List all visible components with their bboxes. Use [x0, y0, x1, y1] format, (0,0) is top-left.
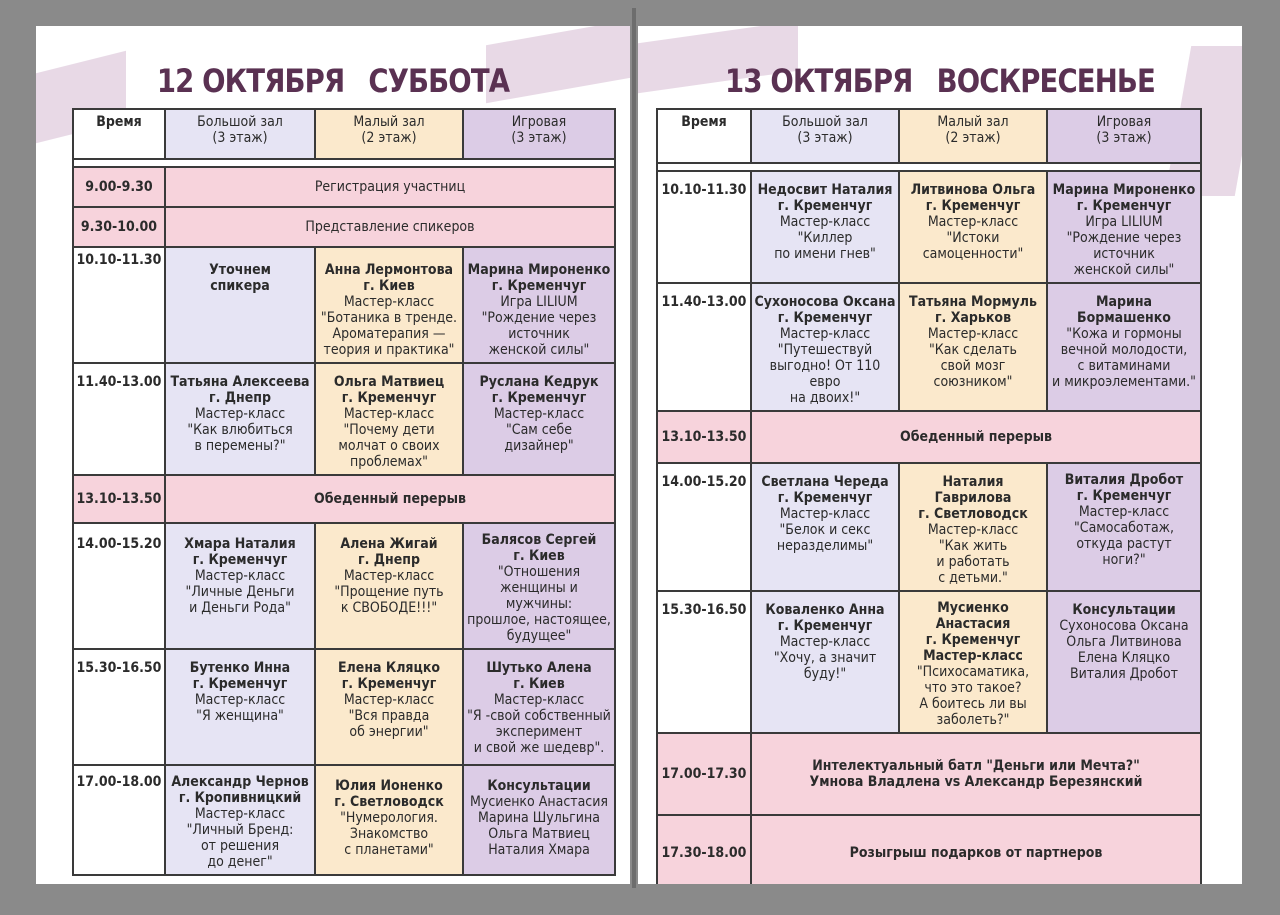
session-cell: Марина Мироненко г. Кременчуг Игра LILIUM "Рождение через источник женской силы": [463, 247, 615, 363]
table-row: [657, 171, 1201, 283]
time-cell: 15.30-16.50: [73, 649, 165, 765]
time-cell: 9.00-9.30: [73, 167, 165, 207]
session-cell: Коваленко Анна г. Кременчуг Мастер-класс "Хочу, а значит буду!": [751, 591, 899, 733]
table-row: [73, 475, 615, 523]
header-small-hall: Малый зал (2 этаж): [899, 109, 1047, 163]
header-game-room: Игровая (3 этаж): [463, 109, 615, 159]
time-cell: 14.00-15.20: [657, 463, 751, 591]
table-row: [73, 167, 615, 207]
session-cell: Александр Чернов г. Кропивницкий Мастер-класс "Личный Бренд: от решения до денег": [165, 765, 315, 875]
header-big-hall: Большой зал (3 этаж): [165, 109, 315, 159]
session-cell: Ольга Матвиец г. Кременчуг Мастер-класс "Почему дети молчат о своих проблемах": [315, 363, 463, 475]
lunch-break-cell: Обеденный перерыв: [165, 475, 615, 523]
header-time: Время: [73, 109, 165, 159]
time-cell: 13.10-13.50: [73, 475, 165, 523]
session-cell: Татьяна Мормуль г. Харьков Мастер-класс "Как сделать свой мозг союзником": [899, 283, 1047, 411]
header-big-hall: Большой зал (3 этаж): [751, 109, 899, 163]
table-row: [657, 591, 1201, 733]
table-row: [73, 765, 615, 875]
time-cell: 15.30-16.50: [657, 591, 751, 733]
header-time: Время: [657, 109, 751, 163]
session-cell: Недосвит Наталия г. Кременчуг Мастер-класс "Киллер по имени гнев": [751, 171, 899, 283]
header-game-room: Игровая (3 этаж): [1047, 109, 1201, 163]
time-cell: 11.40-13.00: [73, 363, 165, 475]
page-saturday: [36, 26, 630, 884]
prize-draw-cell: Розыгрыш подарков от партнеров: [751, 815, 1201, 884]
page-title-saturday: 12 ОКТЯБРЯ СУББОТА: [156, 62, 510, 100]
session-cell: Сухоносова Оксана г. Кременчуг Мастер-класс "Путешествуй выгодно! От 110 евро на двоих!": [751, 283, 899, 411]
time-cell: 9.30-10.00: [73, 207, 165, 247]
time-cell: 17.00-17.30: [657, 733, 751, 815]
session-cell: Елена Кляцко г. Кременчуг Мастер-класс "Вся правда об энергии": [315, 649, 463, 765]
book-spine: [632, 8, 636, 888]
session-cell: Консультации Мусиенко Анастасия Марина Шульгина Ольга Матвиец Наталия Хмара: [463, 765, 615, 875]
lunch-break-cell: Обеденный перерыв: [751, 411, 1201, 463]
time-cell: 17.30-18.00: [657, 815, 751, 884]
session-cell: Уточнем спикера: [165, 247, 315, 363]
time-cell: 17.00-18.00: [73, 765, 165, 875]
table-row: [657, 463, 1201, 591]
session-cell: Бутенко Инна г. Кременчуг Мастер-класс "Я женщина": [165, 649, 315, 765]
session-cell: Марина Мироненко г. Кременчуг Игра LILIUM "Рождение через источник женской силы": [1047, 171, 1201, 283]
time-cell: 13.10-13.50: [657, 411, 751, 463]
registration-cell: Регистрация участниц: [165, 167, 615, 207]
table-header-row: [657, 109, 1201, 163]
time-cell: 11.40-13.00: [657, 283, 751, 411]
session-cell: Шутько Алена г. Киев Мастер-класс "Я -свой собственный эксперимент и свой же шедевр".: [463, 649, 615, 765]
time-cell: 10.10-11.30: [657, 171, 751, 283]
session-cell: Консультации Сухоносова Оксана Ольга Литвинова Елена Кляцко Виталия Дробот: [1047, 591, 1201, 733]
table-row: [657, 733, 1201, 815]
schedule-table-sunday: [656, 108, 1202, 884]
table-row: [73, 207, 615, 247]
page-title-sunday: 13 ОКТЯБРЯ ВОСКРЕСЕНЬЕ: [725, 62, 1155, 100]
session-cell: Алена Жигай г. Днепр Мастер-класс "Прощение путь к СВОБОДЕ!!!": [315, 523, 463, 649]
table-row: [657, 411, 1201, 463]
session-cell: Руслана Кедрук г. Кременчуг Мастер-класс "Сам себе дизайнер": [463, 363, 615, 475]
table-header-row: [73, 109, 615, 159]
page-sunday: [638, 26, 1242, 884]
session-cell: Марина Бормашенко "Кожа и гормоны вечной молодости, с витаминами и микроэлементами.": [1047, 283, 1201, 411]
session-cell: Татьяна Алексеева г. Днепр Мастер-класс "Как влюбиться в перемены?": [165, 363, 315, 475]
session-cell: Анна Лермонтова г. Киев Мастер-класс "Ботаника в тренде. Ароматерапия — теория и практика": [315, 247, 463, 363]
header-small-hall: Малый зал (2 этаж): [315, 109, 463, 159]
session-cell: Юлия Ионенко г. Светловодск "Нумерология. Знакомство с планетами": [315, 765, 463, 875]
speakers-cell: Представление спикеров: [165, 207, 615, 247]
battle-cell: Интелектуальный батл "Деньги или Мечта?" Умнова Владлена vs Александр Березянский: [751, 733, 1201, 815]
session-cell: Светлана Череда г. Кременчуг Мастер-класс "Белок и секс неразделимы": [751, 463, 899, 591]
table-row: [657, 283, 1201, 411]
session-cell: Балясов Сергей г. Киев "Отношения женщины и мужчины: прошлое, настоящее, будущее": [463, 523, 615, 649]
table-row: [73, 523, 615, 649]
session-cell: Литвинова Ольга г. Кременчуг Мастер-класс "Истоки самоценности": [899, 171, 1047, 283]
session-cell: Хмара Наталия г. Кременчуг Мастер-класс "Личные Деньги и Деньги Рода": [165, 523, 315, 649]
session-cell: Мусиенко Анастасия г. Кременчуг Мастер-класс "Психосаматика, что это такое? А боитесь ли вы заболеть?": [899, 591, 1047, 733]
time-cell: 10.10-11.30: [73, 247, 165, 363]
table-row: [73, 247, 615, 363]
session-cell: Виталия Дробот г. Кременчуг Мастер-класс "Самосаботаж, откуда растут ноги?": [1047, 463, 1201, 591]
time-cell: 14.00-15.20: [73, 523, 165, 649]
schedule-table-saturday: [72, 108, 616, 876]
table-row: [73, 363, 615, 475]
table-row: [657, 815, 1201, 884]
session-cell: Наталия Гаврилова г. Светловодск Мастер-класс "Как жить и работать с детьми.": [899, 463, 1047, 591]
table-row: [73, 649, 615, 765]
